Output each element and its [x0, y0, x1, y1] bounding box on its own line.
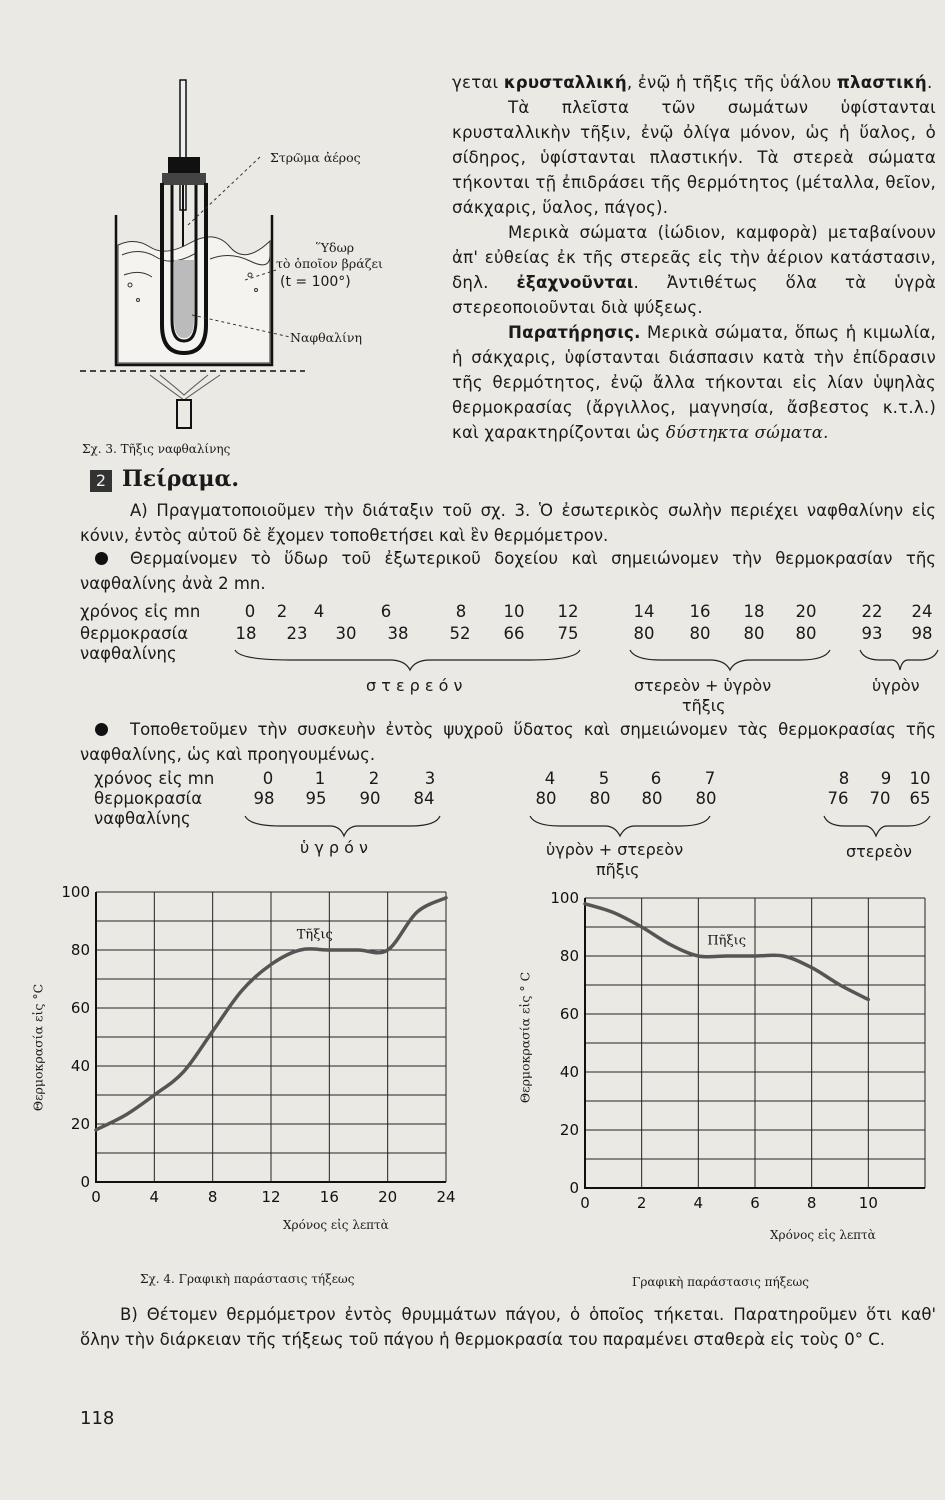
bullet-2-text: Τοποθετοῦμεν τὴν συσκευὴν ἐντὸς ψυχροῦ ὕδατος καὶ σημειώνομεν τὰς θερμοκρασίας τῆς ναφθαλίνης, ὡς καὶ προηγουμένως.: [80, 720, 936, 764]
apparatus-diagram: [80, 75, 460, 435]
label-water-boiling: τὸ ὁποῖον βράζει: [276, 256, 383, 271]
table1-time: 18: [743, 602, 765, 621]
bullet-1-text: Θερμαίνομεν τὸ ὕδωρ τοῦ ἐξωτερικοῦ δοχείου καὶ σημειώνομεν τὴν θερμοκρασίαν τῆς ναφθαλίνης ἀνὰ 2 mn.: [80, 549, 936, 593]
chart1-ylabel: Θερμοκρασία εἰς °C: [30, 983, 46, 1112]
figure3-caption: Σχ. 3. Τῆξις ναφθαλίνης: [82, 442, 231, 456]
text-span: Μερικὰ σώματα, ὅπως ἡ κιμωλία, ἡ σάκχαρις, ὑφίστανται διάσπασιν κατὰ τὴν ἐπίδρασιν τῆς θερμότητος, ἐνῷ ἄλλα τήκονται εἰς λίαν ὑψηλὰς θερμοκρασίας (ἄργιλλος, μαγνησία, ἄσβεστος κ.τ.λ.) καὶ χαρακτηρίζονται ὡς: [452, 323, 936, 442]
paragraph-1: [452, 70, 936, 95]
y-tick-label: 20: [70, 1115, 90, 1133]
y-tick-label: 0: [569, 1179, 579, 1197]
table1-temp: 52: [449, 624, 471, 643]
y-tick-label: 100: [550, 889, 579, 907]
chart2-freezing: [535, 880, 935, 1240]
table2-time: 10: [909, 769, 931, 788]
chart1-ylabel-wrap: [28, 983, 48, 1112]
table1-time: 0: [244, 602, 256, 621]
chart2-ylabel-wrap: [515, 971, 535, 1104]
table1-time: 20: [795, 602, 817, 621]
x-tick-label: 4: [149, 1188, 160, 1206]
table2-time: 0: [262, 769, 274, 788]
x-tick-label: 8: [806, 1194, 817, 1212]
naphthalene-icon: [174, 260, 194, 338]
table2-group-liquid: ὑ γ ρ ό ν: [300, 838, 368, 857]
y-tick-label: 60: [559, 1005, 579, 1023]
table2-temp: 76: [827, 789, 849, 808]
table2-temp-label: θερμοκρασία: [94, 789, 203, 808]
table1-temp: 80: [689, 624, 711, 643]
experiment-part-a: Α) Πραγματοποιοῦμεν τὴν διάταξιν τοῦ σχ. 3. Ὁ ἐσωτερικὸς σωλὴν περιέχει ναφθαλίνην εἰς κόνιν, ἐντὸς αὐτοῦ δὲ ἔχομεν τοποθετήσει καὶ ἓν θερμόμετρον.: [80, 501, 936, 545]
label-water-temp: (t = 100°): [280, 274, 351, 290]
table2-time: 5: [598, 769, 610, 788]
table1-naph-label: ναφθαλίνης: [80, 644, 177, 663]
table2-temp: 90: [359, 789, 381, 808]
table2-group-solid: στερεὸν: [846, 842, 912, 861]
chart-annotation: Πῆξις: [707, 933, 747, 949]
table1-temp: 30: [335, 624, 357, 643]
table1-time: 4: [313, 602, 325, 621]
text-span: Μερικὰ σώματα (ἰώδιον, καμφορὰ) μεταβαίνουν ἀπ' εὐθείας ἐκ τῆς στερεᾶς εἰς τὴν ἀέριον κατάστασιν, δηλ.: [452, 223, 936, 292]
chart-annotation: Τῆξις: [296, 927, 333, 943]
table1-temp: 98: [911, 624, 933, 643]
experiment-heading: Πείραμα.: [122, 466, 240, 492]
chart1-melting: [50, 880, 460, 1240]
table2-time: 6: [650, 769, 662, 788]
table1-time: 6: [380, 602, 392, 621]
table1-time-label: χρόνος εἰς mn: [80, 602, 201, 621]
observation-heading: Παρατήρησις.: [508, 323, 641, 342]
table1-temp: 75: [557, 624, 579, 643]
x-tick-label: 10: [858, 1194, 878, 1212]
table1-group-solid-liquid: στερεὸν + ὑγρὸν: [634, 676, 772, 695]
table1-temp-label: θερμοκρασία: [80, 624, 189, 643]
y-tick-label: 60: [70, 999, 90, 1017]
table2-time: 1: [314, 769, 326, 788]
table1-group-solid: σ τ ε ρ ε ό ν: [366, 676, 463, 695]
table1-temp: 93: [861, 624, 883, 643]
table1-temp: 18: [235, 624, 257, 643]
x-tick-label: 24: [436, 1188, 456, 1206]
term-plastic: πλαστική: [836, 73, 927, 92]
table2-temp: 84: [413, 789, 435, 808]
paragraph-3: [452, 220, 936, 320]
table1-time: 14: [633, 602, 655, 621]
table1-temp: 80: [633, 624, 655, 643]
paragraph-observation: [452, 320, 936, 445]
table2-temp: 98: [253, 789, 275, 808]
x-tick-label: 4: [693, 1194, 704, 1212]
table2-time: 4: [544, 769, 556, 788]
right-column-text: [452, 70, 936, 445]
chart2-xlabel: Χρόνος εἰς λεπτὰ: [770, 1228, 876, 1242]
page-number: 118: [80, 1408, 115, 1429]
paragraph-2: Τὰ πλεῖστα τῶν σωμάτων ὑφίστανται κρυσταλλικὴν τῆξιν, ἐνῷ ὀλίγα μόνον, ὡς ἡ ὕαλος, ὁ σίδηρος, ὑφίστανται πλαστικήν. Τὰ στερεὰ σώματα τήκονται τῇ ἐπιδράσει τῆς θερμότητος (μέταλλα, θεῖον, σάκχαρις, ὕαλος, πάγος).: [452, 98, 936, 217]
chart1-xlabel: Χρόνος εἰς λεπτὰ: [283, 1218, 389, 1232]
table1-temp: 23: [286, 624, 308, 643]
table2-temp: 70: [869, 789, 891, 808]
experiment-badge: 2: [90, 470, 112, 492]
label-air-layer: Στρῶμα ἀέρος: [270, 150, 361, 165]
table2-time: 9: [880, 769, 892, 788]
x-tick-label: 8: [207, 1188, 218, 1206]
table2-time-label: χρόνος εἰς mn: [94, 769, 215, 788]
table2-temp: 80: [695, 789, 717, 808]
chart1-caption: Σχ. 4. Γραφικὴ παράστασις τήξεως: [140, 1272, 355, 1286]
table1-time: 10: [503, 602, 525, 621]
x-tick-label: 0: [91, 1188, 101, 1206]
table2-group-liquid-solid: ὑγρὸν + στερεὸν: [546, 840, 684, 859]
table1-group-melting: τῆξις: [682, 696, 726, 715]
x-tick-label: 12: [261, 1188, 281, 1206]
table1-time: 16: [689, 602, 711, 621]
table2-group-freezing: πῆξις: [596, 860, 640, 879]
y-tick-label: 20: [559, 1121, 579, 1139]
table2-temp: 80: [589, 789, 611, 808]
x-tick-label: 16: [319, 1188, 339, 1206]
table1-time: 2: [276, 602, 288, 621]
y-tick-label: 80: [70, 941, 90, 959]
table2-temp: 80: [641, 789, 663, 808]
experiment-part-b: Β) Θέτομεν θερμόμετρον ἐντὸς θρυμμάτων πάγου, ὁ ὁποῖος τήκεται. Παρατηροῦμεν ὅτι καθ' ὅλην τὴν διάρκειαν τῆς τήξεως τοῦ πάγου ἡ θερμοκρασία του παραμένει σταθερὰ εἰς τοὺς 0° C.: [80, 1305, 936, 1349]
x-tick-label: 0: [580, 1194, 590, 1212]
x-tick-label: 2: [636, 1194, 647, 1212]
table1-temp: 80: [795, 624, 817, 643]
table2-time: 3: [424, 769, 436, 788]
table2-temp: 80: [535, 789, 557, 808]
table1-group-liquid: ὑγρὸν: [872, 676, 920, 695]
chart2-ylabel: Θερμοκρασία εἰς ° C: [517, 971, 533, 1104]
table1-temp: 38: [387, 624, 409, 643]
table1-time: 22: [861, 602, 883, 621]
table2-temp: 95: [305, 789, 327, 808]
term-sublimate: ἐξαχνοῦνται: [516, 273, 634, 292]
table1-time: 12: [557, 602, 579, 621]
table2-time: 8: [838, 769, 850, 788]
table1-temp: 80: [743, 624, 765, 643]
x-tick-label: 20: [378, 1188, 398, 1206]
label-naphthalene: Ναφθαλίνη: [290, 330, 363, 345]
y-tick-label: 100: [61, 883, 90, 901]
y-tick-label: 0: [80, 1173, 90, 1191]
text-span: , ἐνῷ ἡ τῆξις τῆς ὑάλου: [626, 73, 837, 92]
text-span: γεται: [452, 73, 504, 92]
table1-time: 8: [455, 602, 467, 621]
label-water: Ὕδωρ: [316, 240, 355, 255]
text-span: . Ἀντιθέτως ὅλα τὰ ὑγρὰ στερεοποιοῦνται διὰ ψύξεως.: [452, 273, 936, 317]
table1-time: 24: [911, 602, 933, 621]
burner-icon: [177, 400, 191, 428]
table2-naph-label: ναφθαλίνης: [94, 809, 191, 828]
chart2-caption: Γραφικὴ παράστασις πήξεως: [632, 1275, 810, 1289]
term-refractory: δύστηκτα σώματα.: [665, 423, 829, 442]
term-crystalline: κρυσταλλική: [503, 73, 627, 92]
table2-time: 2: [368, 769, 380, 788]
table2-temp: 65: [909, 789, 931, 808]
table1-braces: [230, 646, 940, 676]
text-span: .: [926, 73, 933, 92]
y-tick-label: 40: [70, 1057, 90, 1075]
y-tick-label: 80: [559, 947, 579, 965]
y-tick-label: 40: [559, 1063, 579, 1081]
x-tick-label: 6: [750, 1194, 760, 1212]
table2-time: 7: [704, 769, 716, 788]
table1-temp: 66: [503, 624, 525, 643]
